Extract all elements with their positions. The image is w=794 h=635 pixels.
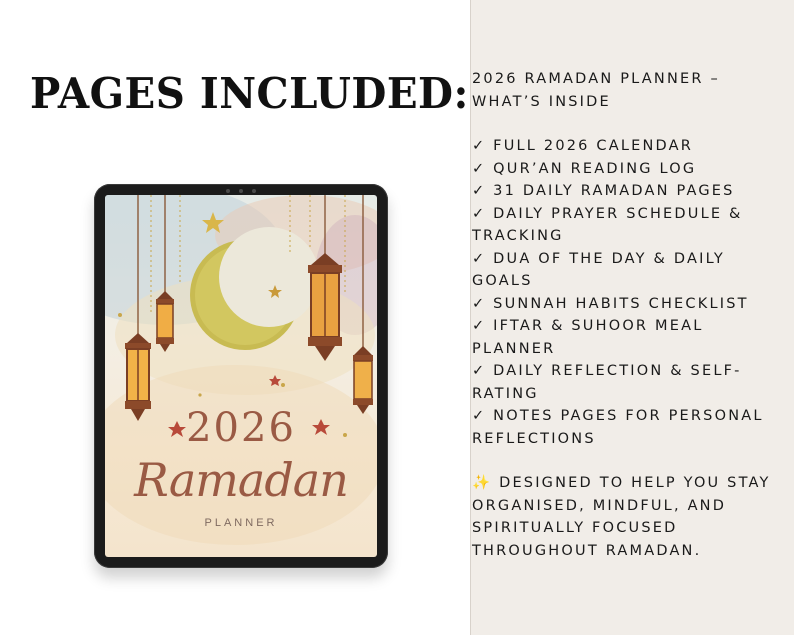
features-description — [472, 68, 790, 562]
cover-subtitle: PLANNER — [204, 517, 278, 529]
lantern-icon-right — [308, 253, 342, 361]
lantern-icon-far-right — [353, 346, 373, 414]
tablet-mockup — [94, 184, 388, 568]
features-title — [472, 68, 790, 113]
check-icon: ✓ — [472, 160, 487, 177]
features-title-line2: WHAT’S INSIDE — [472, 93, 611, 110]
cover-title: Ramadan — [134, 453, 348, 507]
features-outro — [472, 472, 790, 562]
lantern-icon-left-small — [156, 291, 174, 352]
list-item: ✓ NOTES PAGES FOR PERSONAL REFLECTIONS — [472, 408, 764, 447]
list-item: ✓ DUA OF THE DAY & DAILY GOALS — [472, 250, 725, 289]
feature-list — [472, 135, 790, 450]
check-icon: ✓ — [472, 183, 487, 199]
check-icon: ✓ — [472, 295, 487, 312]
planner-cover — [105, 195, 377, 557]
list-item: ✓ 31 DAILY RAMADAN PAGES — [472, 183, 735, 199]
check-icon: ✓ — [472, 205, 487, 222]
list-item: ✓ IFTAR & SUHOOR MEAL PLANNER — [472, 318, 704, 357]
camera-icon — [224, 189, 258, 193]
sparkle-icon: ✨ — [472, 475, 493, 491]
features-title-line1: 2026 RAMADAN PLANNER – — [472, 71, 720, 87]
check-icon: ✓ — [472, 408, 487, 424]
cover-year: 2026 — [186, 405, 296, 451]
check-icon: ✓ — [472, 318, 487, 334]
headline: PAGES INCLUDED: — [30, 69, 469, 118]
check-icon: ✓ — [472, 363, 487, 379]
list-item: ✓ SUNNAH HABITS CHECKLIST — [472, 295, 749, 312]
check-icon: ✓ — [472, 250, 487, 267]
check-icon: ✓ — [472, 138, 487, 154]
list-item: ✓ DAILY REFLECTION & SELF-RATING — [472, 363, 742, 402]
list-item: ✓ QUR’AN READING LOG — [472, 160, 697, 177]
list-item: ✓ DAILY PRAYER SCHEDULE & TRACKING — [472, 205, 743, 244]
list-item: ✓ FULL 2026 CALENDAR — [472, 138, 694, 154]
panel-divider — [470, 0, 471, 635]
outro-text: DESIGNED TO HELP YOU STAY ORGANISED, MINDFUL, AND SPIRITUALLY FOCUSED THROUGHOUT RAMADAN. — [472, 475, 771, 559]
